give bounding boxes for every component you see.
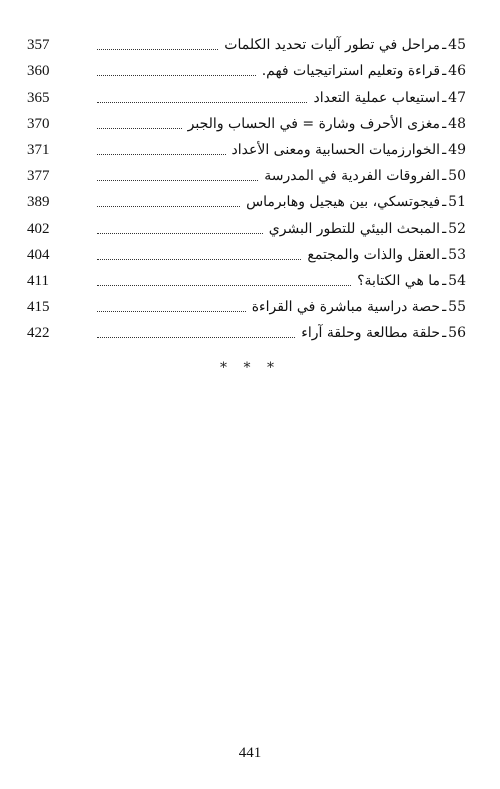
entry-page: 365 <box>27 89 50 106</box>
dot-leader <box>97 259 301 260</box>
toc-entry <box>27 159 466 185</box>
dot-leader <box>97 180 258 181</box>
entry-number: 52 <box>448 220 466 237</box>
entry-separator: ـ <box>442 63 447 80</box>
entry-page: 357 <box>27 37 50 54</box>
section-ornament: * * * <box>220 360 280 376</box>
entry-separator: ـ <box>442 141 447 158</box>
entry-separator: ـ <box>442 272 447 289</box>
dot-leader <box>97 102 307 103</box>
entry-separator: ـ <box>442 168 447 185</box>
entry-page: 422 <box>27 325 50 342</box>
toc-entry <box>27 54 466 80</box>
entry-page: 377 <box>27 168 50 185</box>
entry-title: الخوارزميات الحسابية ومعنى الأعداد <box>231 141 441 158</box>
dot-leader <box>97 285 351 286</box>
dot-leader <box>97 233 263 234</box>
toc-entry <box>27 238 466 264</box>
toc-entry <box>27 185 466 211</box>
entry-title: حصة دراسية مباشرة في القراءة <box>251 299 441 316</box>
entry-page: 404 <box>27 246 50 263</box>
entry-separator: ـ <box>442 299 447 316</box>
dot-leader <box>97 337 295 338</box>
entry-title: مراحل في تطور آليات تحديد الكلمات <box>224 37 441 54</box>
entry-page: 411 <box>27 272 49 289</box>
entry-number: 53 <box>448 246 466 263</box>
entry-separator: ـ <box>442 194 447 211</box>
entry-title: العقل والذات والمجتمع <box>307 246 441 263</box>
entry-number: 46 <box>448 63 466 80</box>
entry-number: 48 <box>448 115 466 132</box>
entry-title: حلقة مطالعة وحلقة آراء <box>301 325 441 342</box>
entry-title: قراءة وتعليم استراتيجيات فهم. <box>261 63 441 80</box>
entry-page: 415 <box>27 299 50 316</box>
entry-number: 55 <box>448 299 466 316</box>
toc-entry <box>27 211 466 237</box>
entry-title: ما هي الكتابة؟ <box>357 272 441 289</box>
dot-leader <box>97 311 246 312</box>
page-number: 441 <box>238 745 262 761</box>
dot-leader <box>97 128 182 129</box>
toc-entry <box>27 107 466 133</box>
entry-number: 51 <box>448 194 466 211</box>
entry-page: 371 <box>27 141 50 158</box>
entry-page: 360 <box>27 63 50 80</box>
entry-number: 45 <box>448 37 466 54</box>
toc-entry <box>27 290 466 316</box>
entry-page: 402 <box>27 220 50 237</box>
entry-number: 47 <box>448 89 466 106</box>
toc-entry <box>27 264 466 290</box>
entry-title: فيجوتسكي، بين هيجيل وهابرماس <box>246 194 441 211</box>
entry-number: 49 <box>448 141 466 158</box>
entry-page: 370 <box>27 115 50 132</box>
entry-separator: ـ <box>442 89 447 106</box>
table-of-contents <box>27 28 466 342</box>
entry-separator: ـ <box>442 325 447 342</box>
entry-separator: ـ <box>442 246 447 263</box>
dot-leader <box>97 49 218 50</box>
entry-title: مغزى الأحرف وشارة = في الحساب والجبر <box>187 115 441 132</box>
entry-separator: ـ <box>442 37 447 54</box>
toc-entry <box>27 133 466 159</box>
toc-entry <box>27 28 466 54</box>
entry-title: استيعاب عملية التعداد <box>313 89 441 106</box>
entry-number: 50 <box>448 168 466 185</box>
entry-page: 389 <box>27 194 50 211</box>
entry-separator: ـ <box>442 115 447 132</box>
dot-leader <box>97 154 226 155</box>
dot-leader <box>97 206 240 207</box>
toc-entry <box>27 316 466 342</box>
entry-title: المبحث البيئي للتطور البشري <box>268 220 441 237</box>
entry-number: 56 <box>448 325 466 342</box>
toc-entry <box>27 80 466 106</box>
entry-separator: ـ <box>442 220 447 237</box>
entry-title: الفروقات الفردية في المدرسة <box>264 168 441 185</box>
entry-number: 54 <box>448 272 466 289</box>
dot-leader <box>97 75 256 76</box>
